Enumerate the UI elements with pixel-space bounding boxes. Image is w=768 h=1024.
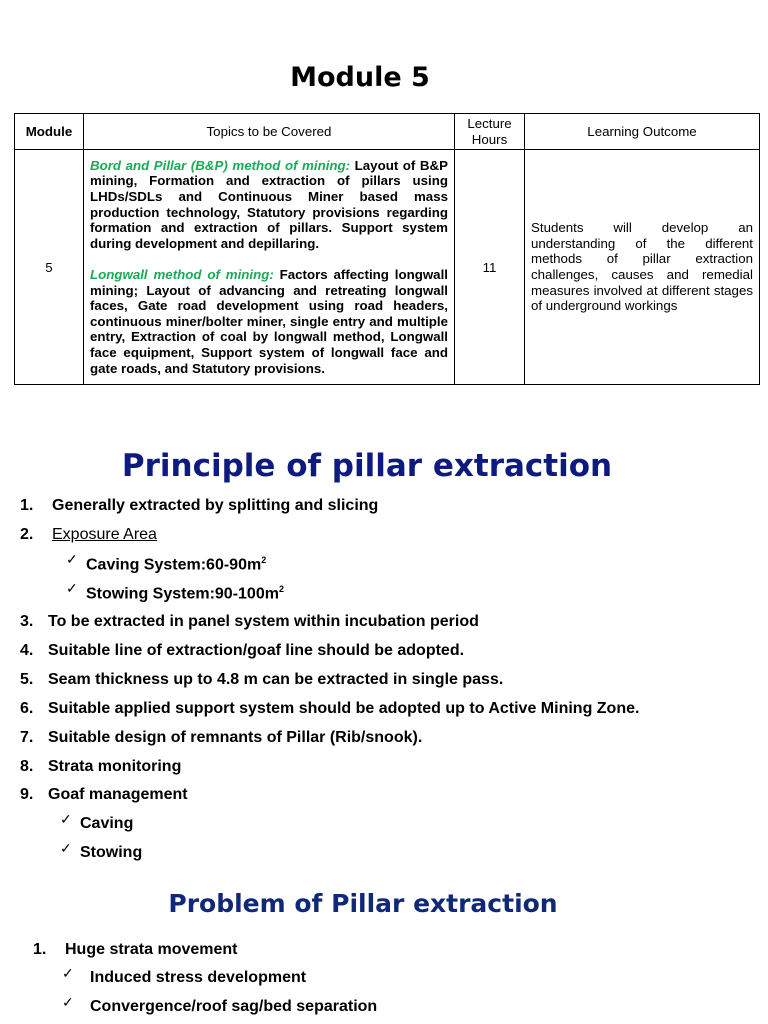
topic-text: Factors affecting longwall mining; Layout of advancing and retreating longwall faces, Gate road development using road headers, continuous miner/bolter miner, single entry and multiple entry, Extraction of coal by longwall method, Longwall face equipment, Support system of longwall face and gate roads, and Statutory provisions.	[90, 267, 448, 376]
list-number: 8.	[20, 758, 34, 775]
header-outcome: Learning Outcome	[525, 114, 760, 150]
table-row	[15, 150, 760, 385]
topic-lead: Bord and Pillar (B&P) method of mining:	[90, 157, 351, 173]
header-module: Module	[15, 114, 84, 150]
cell-hours: 11	[455, 150, 525, 385]
principle-title: Principle of pillar extraction	[121, 448, 613, 484]
list-number: 7.	[20, 729, 34, 746]
list-text: To be extracted in panel system within incubation period	[48, 613, 479, 630]
list-text: Stowing	[80, 844, 143, 861]
cell-outcome: Students will develop an understanding of the different methods of pillar extraction challenges, causes and remedial measures involved at different stages of underground workings	[525, 150, 760, 385]
list-text: Caving	[80, 815, 134, 832]
list-number: 1.	[20, 497, 34, 514]
list-text: Induced stress development	[90, 969, 307, 986]
syllabus-table	[14, 113, 760, 385]
problem-title: Problem of Pillar extraction	[168, 889, 558, 918]
topic-longwall	[90, 267, 448, 376]
list-text: Suitable design of remnants of Pillar (Rib/snook).	[48, 729, 423, 746]
list-number: 1.	[33, 941, 47, 958]
list-number: 4.	[20, 642, 34, 659]
list-text: Generally extracted by splitting and slicing	[52, 497, 379, 514]
list-text: Huge strata movement	[65, 941, 238, 958]
list-number: 9.	[20, 786, 34, 803]
cell-module: 5	[15, 150, 84, 385]
list-number: 5.	[20, 671, 34, 688]
list-text: Convergence/roof sag/bed separation	[90, 998, 378, 1015]
checkmark-icon: ✓	[60, 811, 72, 827]
list-text: Suitable line of extraction/goaf line should be adopted.	[48, 642, 465, 659]
header-topics: Topics to be Covered	[84, 114, 455, 150]
list-text: Exposure Area	[52, 526, 157, 543]
list-text: Goaf management	[48, 786, 188, 803]
list-text: Suitable applied support system should be adopted up to Active Mining Zone.	[48, 700, 640, 717]
checkmark-icon: ✓	[60, 840, 72, 856]
list-text: Strata monitoring	[48, 758, 182, 775]
module-title: Module 5	[290, 62, 430, 93]
header-hours: Lecture Hours	[455, 114, 525, 150]
topic-text: Layout of B&P mining, Formation and extraction of pillars using LHDs/SDLs and Continuous Miner based mass production technology, Statutory provisions regarding formation and extraction of pillars. Support system during development and depillaring.	[90, 157, 448, 251]
table-header-row	[15, 114, 760, 150]
list-text: Caving $System:60-90m^2$	[86, 555, 267, 574]
checkmark-icon: ✓	[66, 551, 78, 567]
topic-lead: Longwall method of mining:	[90, 267, 274, 282]
checkmark-icon: ✓	[62, 965, 74, 981]
list-number: 6.	[20, 700, 34, 717]
list-number: 3.	[20, 613, 34, 630]
checkmark-icon: ✓	[66, 580, 78, 596]
cell-topics	[84, 150, 455, 385]
topic-bord-and-pillar	[90, 158, 448, 252]
checkmark-icon: ✓	[62, 994, 74, 1010]
list-number: 2.	[20, 526, 34, 543]
list-text: Stowing $System:90-100m^2$	[86, 584, 284, 603]
list-text: Seam thickness up to 4.8 m can be extracted in single pass.	[48, 671, 504, 688]
